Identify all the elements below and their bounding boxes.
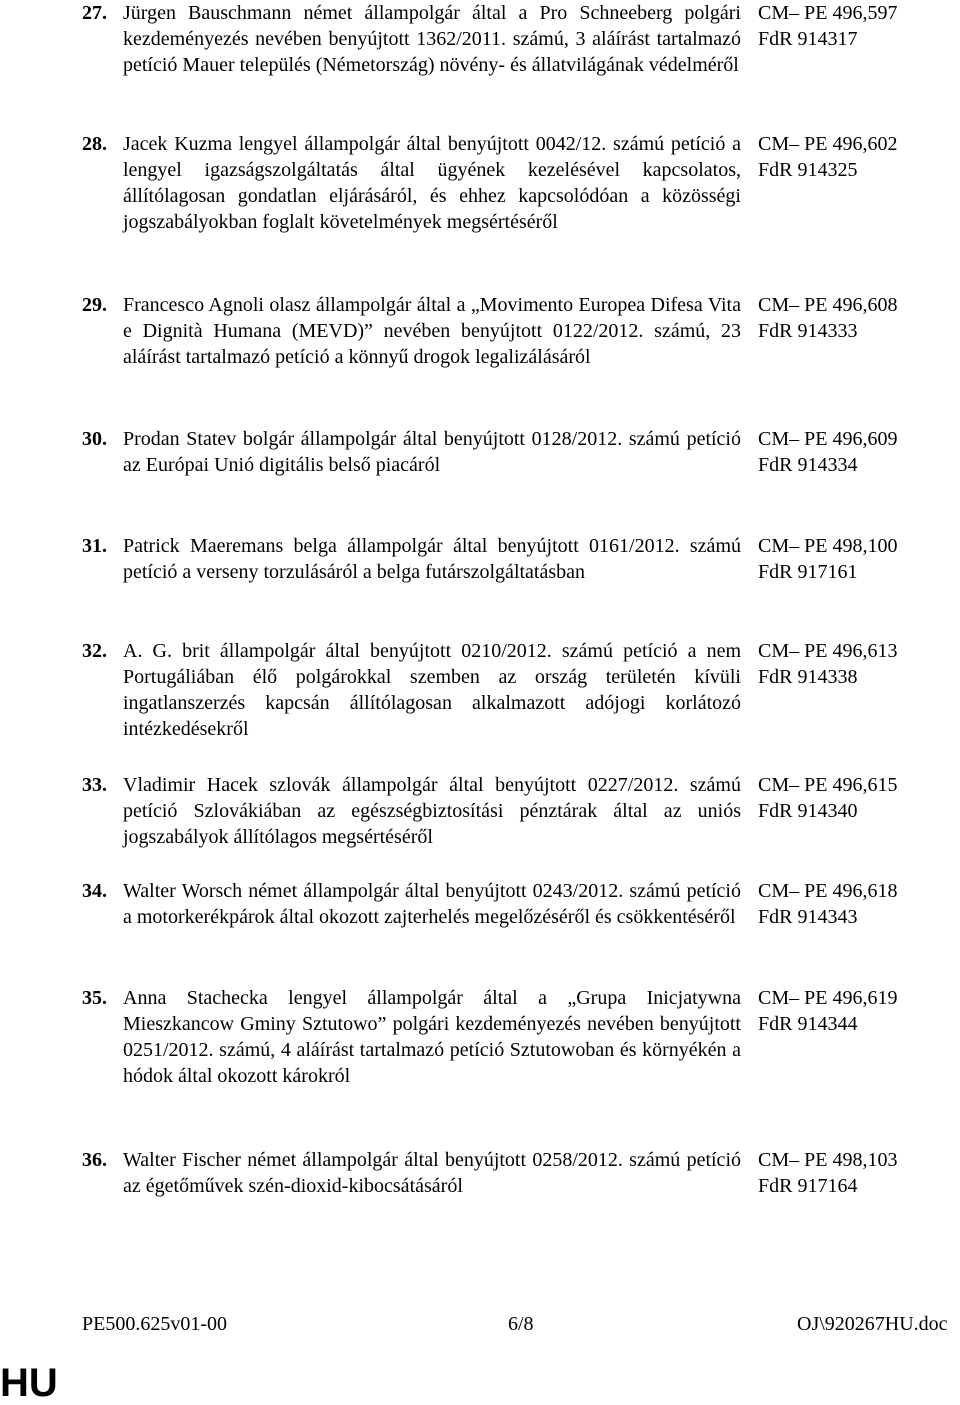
reference-fdr: FdR 914325 [758,159,858,181]
footer-language-code: HU [0,1361,58,1405]
reference-cm: CM– PE 496,602 [758,133,898,155]
entry-number: 29. [82,294,107,316]
entry-reference [758,772,948,824]
entry-number: 34. [82,880,107,902]
reference-cm: CM– PE 498,103 [758,1149,898,1171]
reference-cm: CM– PE 496,619 [758,987,898,1009]
entry-text: Patrick Maeremans belga állampolgár által benyújtott 0161/2012. számú petíció a verseny torzulásáról a belga futárszolgáltatásban [123,535,741,583]
reference-cm: CM– PE 496,615 [758,774,898,796]
entry-reference [758,533,948,585]
reference-fdr: FdR 917161 [758,561,858,583]
entry-reference [758,1147,948,1199]
entry-text: Vladimir Hacek szlovák állampolgár által benyújtott 0227/2012. számú petíció Szlovákiában az egészségbiztosítási pénztárak által az uniós jogszabályok állítólagos megsértéséről [123,774,741,848]
reference-cm: CM– PE 496,608 [758,294,898,316]
entry-number: 35. [82,987,107,1009]
entry-reference [758,131,948,183]
entry-reference [758,426,948,478]
reference-fdr: FdR 914334 [758,454,858,476]
entry-text: A. G. brit állampolgár által benyújtott 0210/2012. számú petíció a nem Portugáliában élő polgárokkal szemben az ország területén kívüli ingatlanszerzés kapcsán állítólagosan alkalmazott adójogi korlátozó intézkedésekről [123,640,741,740]
entry-number: 27. [82,2,107,24]
reference-cm: CM– PE 498,100 [758,535,898,557]
entry-text: Walter Fischer német állampolgár által benyújtott 0258/2012. számú petíció az égetőművek szén-dioxid-kibocsátásáról [123,1149,741,1197]
entry-reference [758,292,948,344]
reference-fdr: FdR 914340 [758,800,858,822]
reference-fdr: FdR 914344 [758,1013,858,1035]
entry-reference [758,638,948,690]
reference-fdr: FdR 914317 [758,28,858,50]
entry-text: Jürgen Bauschmann német állampolgár által a Pro Schneeberg polgári kezdeményezés nevében benyújtott 1362/2011. számú, 3 aláírást tartalmazó petíció Mauer település (Németország) növény- és állatvilágának védelméről [123,2,741,76]
reference-cm: CM– PE 496,597 [758,2,898,24]
footer-file-name: OJ\920267HU.doc [797,1313,948,1335]
entry-number: 32. [82,640,107,662]
entry-reference [758,0,948,52]
entry-reference [758,878,948,930]
footer-page-number: 6/8 [508,1313,534,1335]
reference-fdr: FdR 914343 [758,906,858,928]
reference-fdr: FdR 914333 [758,320,858,342]
entry-number: 36. [82,1149,107,1171]
reference-fdr: FdR 917164 [758,1175,858,1197]
entry-number: 30. [82,428,107,450]
reference-fdr: FdR 914338 [758,666,858,688]
reference-cm: CM– PE 496,618 [758,880,898,902]
entry-text: Jacek Kuzma lengyel állampolgár által benyújtott 0042/12. számú petíció a lengyel igazságszolgáltatás által ügyének kezelésével kapcsolatos, állítólagosan gondatlan eljárásáról, és ehhez kapcsolódóan a közösségi jogszabályokban foglalt követelmények megsértéséről [123,133,741,233]
entry-reference [758,985,948,1037]
reference-cm: CM– PE 496,609 [758,428,898,450]
entry-text: Prodan Statev bolgár állampolgár által benyújtott 0128/2012. számú petíció az Európai Unió digitális belső piacáról [123,428,741,476]
entry-text: Walter Worsch német állampolgár által benyújtott 0243/2012. számú petíció a motorkerékpárok által okozott zajterhelés megelőzéséről és csökkentéséről [123,880,741,928]
footer-doc-ref: PE500.625v01-00 [82,1313,227,1335]
entry-number: 28. [82,133,107,155]
entry-text: Anna Stachecka lengyel állampolgár által a „Grupa Inicjatywna Mieszkancow Gminy Sztutowo” polgári kezdeményezés nevében benyújtott 0251/2012. számú, 4 aláírást tartalmazó petíció Sztutowoban és környékén a hódok által okozott károkról [123,987,741,1087]
entry-number: 33. [82,774,107,796]
entry-number: 31. [82,535,107,557]
entry-text: Francesco Agnoli olasz állampolgár által a „Movimento Europea Difesa Vita e Dignità Humana (MEVD)” nevében benyújtott 0122/2012. számú, 23 aláírást tartalmazó petíció a könnyű drogok legalizálásáról [123,294,741,368]
reference-cm: CM– PE 496,613 [758,640,898,662]
